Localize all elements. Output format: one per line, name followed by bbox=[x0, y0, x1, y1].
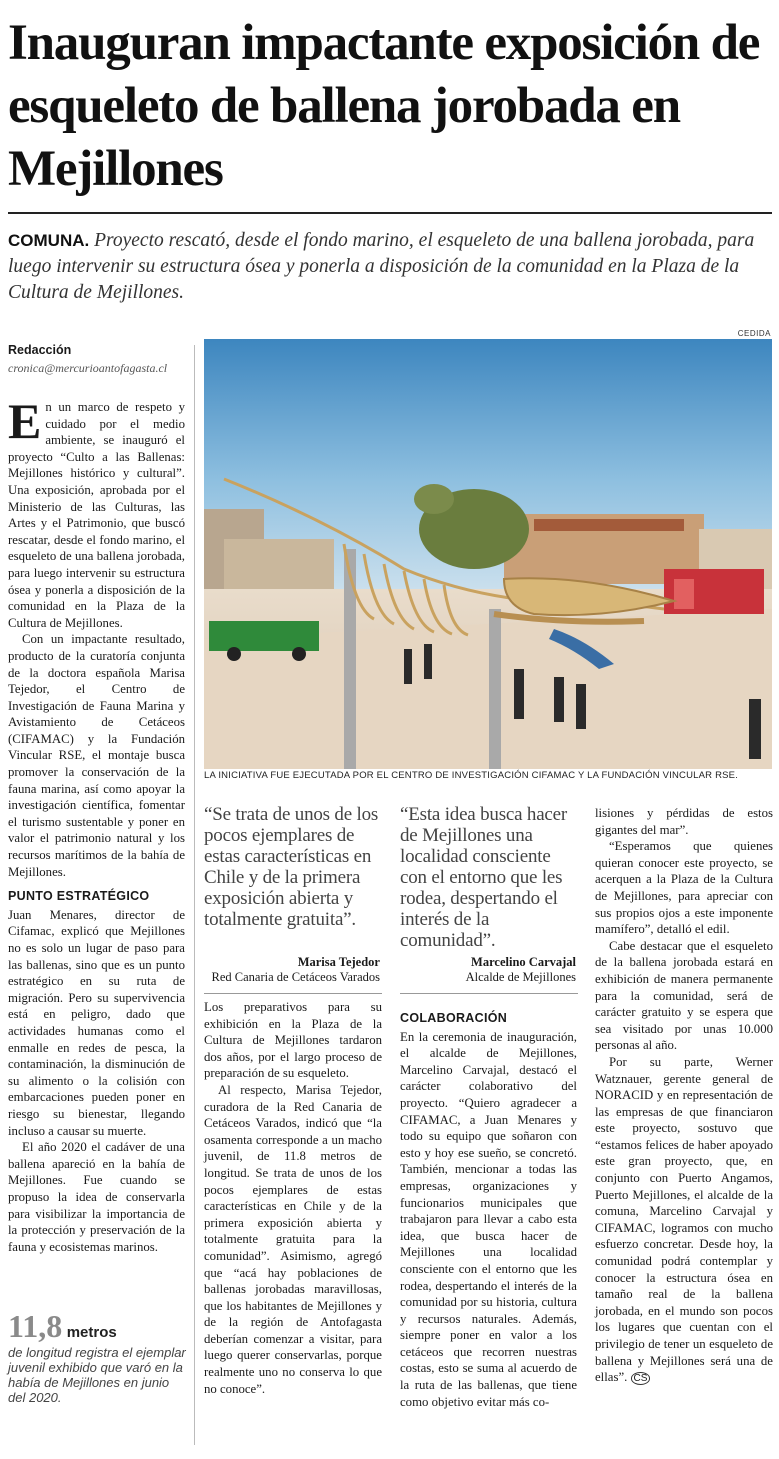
paragraph: Juan Menares, director de Cifamac, explicó que Mejillones no es solo un lugar de paso para las ballenas, sino que es un punto estratégico en su ruta de migración. Pero su supervivencia está en peligro, dado que actividades humanas como el enmalle en redes de pesca, la contaminación, la disminución de su alimento o la colisión con embarcaciones pueden poner en riesgo su bienestar, llegando incluso a causar su muerte. bbox=[8, 907, 185, 1138]
stat-description: de longitud registra el ejemplar juvenil exhibido que varó en la había de Mejillones en junio del 2020. bbox=[8, 1345, 186, 1405]
dropcap: E bbox=[8, 393, 42, 449]
paragraph: Al respecto, Marisa Tejedor, curadora de la Red Canaria de Cetáceos Varados, indicó que “la osamenta corresponde a un macho juvenil, de 11.8 metros de longitud. Se trata de unos de los pocos ejemplares de estas características en Chile y de la primera exposición abierta y totalmente gratuita para la comunidad”. Asimismo, agregó que “acá hay poblaciones de ballenas jorobadas maravillosas, que los habitantes de Mejillones y de la región de Antofagasta deberían comenzar a visitar, para luego querer conservarlas, porque realmente uno no conserva lo que no conoce”. bbox=[204, 1082, 382, 1396]
stat-number: 11,8 bbox=[8, 1308, 63, 1344]
pull-quote-2: “Esta idea busca hacer de Mejillones una localidad consciente con el entorno que les rodea, despertando el interés de la comunidad”. bbox=[400, 804, 568, 951]
paragraph-text: Por su parte, Werner Watznauer, gerente general de NORACID y en representación de las empresas de que financiaron este proyecto, sostuvo que “estamos felices de haber apoyado este gran proyecto, que, en conjunto con Puerto Angamos, Puerto Mejillones, el alcalde de la comuna, Marcelino Carvajal y CIFAMAC, logramos con mucho esfuerzo concretar. Desde hoy, la comunidad podrá contemplar y conocer la estructura ósea en tamaño real de la ballena jorobada, en el mundo son pocos los lugares que cuentan con el privilegio de tener un esqueleto de ballena y Mejillones será una de ellas”. bbox=[595, 1054, 773, 1385]
paragraph: Cabe destacar que el esqueleto de la ballena jorobada estará en exhibición de manera permanente para la comunidad, será de carácter gratuito y se espera que sea visitado por unas 10.000 personas al año. bbox=[595, 938, 773, 1053]
article-column-1 bbox=[8, 393, 185, 1255]
photo-illustration bbox=[204, 339, 772, 769]
quote-author: Marcelino Carvajal bbox=[471, 955, 576, 969]
article-column-3 bbox=[400, 1010, 577, 1410]
paragraph: En la ceremonia de inauguración, el alcalde de Mejillones, Marcelino Carvajal, destacó el carácter colaborativo del proyecto. “Quiero agradecer a CIFAMAC, a Juan Menares y todo su equipo que soñaron con esto y hoy ese sueño, se concretó. También, mencionar a todas las empresas, organizaciones y funcionarios municipales que trabajaron para llevar a cabo esta idea, que busca hacer de Mejillones una localidad consciente con el entorno que les rodea, despertando el interés de la comunidad por su historia, cultura y recursos naturales. Además, siempre poner en valor a los cetáceos que recorren nuestras costas, esto se suma al acuerdo de la ruta de las ballenas, que tiene como objetivo evitar más co- bbox=[400, 1029, 577, 1409]
end-mark: CS bbox=[631, 1372, 651, 1385]
paragraph: “Esperamos que quienes quieran conocer este proyecto, se acerquen a la Plaza de la Cultura de Mejillones, para apreciar con sus propios ojos a este imponente mamífero”, detalló el edil. bbox=[595, 839, 773, 937]
quote-attribution-1 bbox=[204, 955, 380, 985]
subhead-colaboracion: COLABORACIÓN bbox=[400, 1011, 508, 1025]
byline bbox=[8, 343, 193, 376]
stat-box bbox=[8, 1308, 188, 1405]
photo-caption: LA INICIATIVA FUE EJECUTADA POR EL CENTRO DE INVESTIGACIÓN CIFAMAC Y LA FUNDACIÓN VINCULAR RSE. bbox=[204, 770, 739, 781]
whale-skeleton-photo bbox=[204, 339, 772, 769]
lede bbox=[8, 228, 768, 306]
paragraph: Con un impactante resultado, producto de la curatoría conjunta de la doctora española Marisa Tejedor, el Centro de Investigación de Fauna Marina y Avistamiento de Cetáceos (CIFAMAC) y la Fundación Vincular RSE, el montaje busca promover la conservación de la fauna marina, así como apoyar la investigación científica, fomentar el turismo sustentable y poner en valor el patrimonio natural y los recursos marítimos de la bahía de Mejillones. bbox=[8, 632, 185, 879]
paragraph: El año 2020 el cadáver de una ballena apareció en la bahía de Mejillones. Fue cuando se propuso la idea de conservarla para visibilizar la importancia de la protección y preservación de la fauna y ecosistemas marinos. bbox=[8, 1140, 185, 1254]
headline: Inauguran impactante exposición de esqueleto de ballena jorobada en Mejillones bbox=[8, 15, 760, 197]
article-column-4 bbox=[595, 805, 773, 1388]
article-column-2 bbox=[204, 999, 382, 1397]
lede-text: Proyecto rescató, desde el fondo marino, el esqueleto de una ballena jorobada, para luego intervenir su estructura ósea y ponerla a disposición de la comunidad en la Plaza de la Cultura de Mejillones. bbox=[8, 230, 755, 303]
paragraph: Los preparativos para su exhibición en la Plaza de la Cultura de Mejillones tardaron dos años, por el largo proceso de preparación de su esqueleto. bbox=[204, 1000, 382, 1081]
quote-author: Marisa Tejedor bbox=[297, 955, 380, 969]
pull-quote-1: “Se trata de unos de los pocos ejemplares de estas características en Chile y de la primera exposición abierta y totalmente gratuita”. bbox=[204, 804, 379, 930]
paragraph bbox=[595, 1054, 773, 1388]
author-email[interactable]: cronica@mercurioantofagasta.cl bbox=[8, 361, 168, 375]
stat-unit: metros bbox=[66, 1324, 117, 1341]
paragraph: lisiones y pérdidas de estos gigantes del mar”. bbox=[595, 806, 773, 837]
quote-rule bbox=[400, 993, 578, 994]
section-tag: COMUNA. bbox=[8, 231, 90, 250]
quote-role: Red Canaria de Cetáceos Varados bbox=[211, 970, 380, 984]
headline-rule bbox=[8, 212, 772, 214]
quote-attribution-2 bbox=[400, 955, 576, 985]
author-name: Redacción bbox=[8, 343, 72, 357]
column-divider bbox=[194, 345, 195, 1445]
quote-rule bbox=[204, 993, 382, 994]
photo-credit: CEDIDA bbox=[737, 329, 771, 338]
subhead-punto-estrategico: PUNTO ESTRATÉGICO bbox=[8, 889, 150, 904]
paragraph: n un marco de respeto y cuidado por el medio ambiente, se inauguró el proyecto “Culto a las Ballenas: Mejillones histórico y cultural”. Una exposición, aprobada por el Ministerio de las Culturas, las Artes y el Patrimonio, que buscó rescatar, desde el fondo marino, el esqueleto de una ballena jorobada, para luego intervenir su estructura ósea y ponerla a disposición de la comunidad en la Plaza de la Cultura de Mejillones. bbox=[8, 400, 185, 630]
quote-role: Alcalde de Mejillones bbox=[465, 970, 576, 984]
